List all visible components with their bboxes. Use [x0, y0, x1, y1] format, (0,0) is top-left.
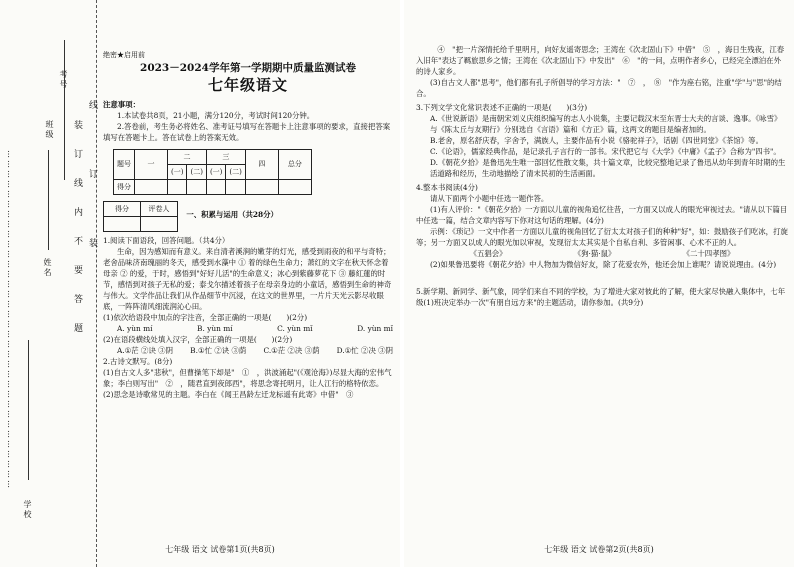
q3-option-a[interactable]: A.《世说新语》是南朝宋刘义庆组织编写的志人小说集，主要记载汉末至东晋士大夫的言谈、逸事。《咏雪》与《陈太丘与友期行》分别选自《言语》篇和《方正》篇，这两文的题目是编者加的。 — [430, 114, 782, 134]
score-sub: (二) — [187, 165, 206, 180]
q2-cont-1: ④ "把一片深情托给千里明月，向好友遥寄思念；王湾在《次北固山下》中借" ⑤ ，海日生残夜，江春入旧年"表达了羁旅思乡之情；王湾在《次北固山下》中发出" ⑥ "的一问，点明作者乡心，已经完全漂泊在外的诗人家乡。 — [416, 45, 785, 76]
score-cell[interactable] — [187, 180, 206, 195]
q1-1-options — [103, 323, 393, 334]
score-row-label: 得分 — [114, 180, 135, 195]
class-label: 班级 — [45, 120, 54, 140]
q3-option-b[interactable]: B.老舍，原名舒庆春，字舍予，满族人，主要作品有小说《骆驼祥子》，话剧《四世同堂》《茶馆》等。 — [430, 136, 763, 145]
option-b[interactable]: B.①忙 ②诀 ③荫 — [190, 346, 247, 355]
score-header-2: 二 — [168, 150, 207, 165]
book-title: 《狗·猫·鼠》 — [573, 249, 616, 258]
option-c[interactable]: C.①茫 ②决 ③荫 — [263, 346, 320, 355]
score-header-total: 总分 — [278, 150, 311, 180]
name-underline — [48, 150, 49, 250]
binding-margin — [0, 0, 97, 567]
exam-title: 2023－2024学年第一学期期中质量监测试卷 — [140, 62, 356, 74]
score-cell[interactable] — [206, 180, 225, 195]
q4-1: (1)有人评价："《朝花夕拾》一方面以儿童的视角追忆往昔，一方面又以成人的眼光审视过去。"请从以下篇目中任选一篇，结合文章内容写下你对这句话的理解。(4分) — [416, 205, 788, 225]
note-2: 2.答卷前，考生务必将姓名、准考证号填写在答题卡上注意事项的要求，直接把答案填写在答题卡上。答在试卷上的答案无效。 — [103, 122, 391, 142]
q4-book-list — [416, 248, 788, 259]
score-cell[interactable] — [226, 180, 245, 195]
book-title: 《五猖会》 — [469, 249, 507, 258]
score-header-qno: 题号 — [114, 150, 135, 180]
score-sub: (一) — [168, 165, 187, 180]
score-sub: (一) — [206, 165, 225, 180]
q4-example: 示例：《琐记》一文中作者一方面以儿童的视角回忆了衍太太对孩子们的种种"好"，如：鼓励孩子们吃冰，打旋等；另一方面又以成人的眼光加以审视，发现衍太太其实是个自私自利、多管闲事、心术不正的人。 — [416, 227, 788, 247]
grader-table — [103, 201, 178, 232]
q2-2: (2)思念是诗歌常见的主题。李白在《闻王昌龄左迁龙标遥有此寄》中借" ③ — [103, 390, 361, 399]
option-d[interactable]: D. yùn mǐ — [357, 324, 393, 333]
score-table — [113, 149, 312, 195]
book-title: 《二十四孝图》 — [682, 249, 735, 258]
q4-stem: 4.整本书阅读(4分) — [416, 183, 478, 192]
note-1: 1.本试卷共8页，21小题，满分120分，考试时间120分钟。 — [117, 111, 315, 120]
name-label: 姓名 — [43, 258, 52, 278]
score-header-4: 四 — [245, 150, 278, 180]
q3-option-c[interactable]: C.《论语》，儒家经典作品，是记录孔子言行的一部书。宋代把它与《大学》《中庸》《孟子》合称为"四书"。 — [430, 147, 781, 156]
q1-2: (2)在语段横线处填入汉字，全部正确的一项是( )(2分) — [103, 335, 293, 344]
binding-vertical-line-text: ………………………………………………………………………………………… — [6, 150, 15, 490]
seal-words: 线订装 — [87, 100, 97, 307]
page1-footer: 七年级 语文 试卷第1页(共8页) — [165, 545, 275, 554]
score-cell[interactable] — [168, 180, 187, 195]
section1-header — [103, 201, 393, 232]
q3-option-d[interactable]: D.《朝花夕拾》是鲁迅先生唯一部回忆性散文集，共十篇文章，比较完整地记录了鲁迅从幼年到青年时期的生活道路和经历，生动地描绘了清末民初的生活画面。 — [430, 158, 786, 178]
notes-title: 注意事项： — [103, 100, 140, 109]
page1-content — [103, 50, 393, 400]
grader-cell[interactable] — [141, 217, 178, 232]
score-header-1: 一 — [135, 150, 168, 180]
exam-no-label: 考号 — [59, 70, 68, 90]
score-sub: (二) — [226, 165, 245, 180]
section1-title: 一、积累与运用（共28分） — [186, 210, 278, 219]
score-header-3: 三 — [206, 150, 245, 165]
subject-title: 七年级语文 — [207, 76, 288, 94]
q2-1: (1)自古文人多"悲秋"，但曹操笔下却是" ① ，洪波涌起"(《观沧海》)尽显大海的宏伟气象；李白则写出" ② ，随君直到夜郎西"，将思念寄托明月，让人江行的格特依恋。 — [103, 368, 392, 388]
q5: 5.新学期、新同学、新气象，同学们来自不同的学校，为了增进大家对彼此的了解，使大家尽快融入集体中，七年级(1)班决定举办一次"有朋自远方来"的主题活动，请你参加。(共9分) — [416, 287, 786, 307]
q3-stem: 3.下列文学文化常识表述不正确的一项是( )(3分) — [416, 103, 588, 112]
q2-stem: 2.古诗文默写。(8分) — [103, 357, 173, 366]
page2-footer: 七年级 语文 试卷第2页(共8页) — [544, 545, 654, 554]
grader-cell[interactable] — [104, 217, 141, 232]
option-c[interactable]: C. yùn mǐ — [277, 324, 313, 333]
school-underline — [28, 340, 29, 480]
option-b[interactable]: B. yùn mí — [197, 324, 233, 333]
grader-label: 评卷人 — [141, 202, 178, 217]
grader-score-label: 得分 — [104, 202, 141, 217]
q1-stem: 1.阅读下面语段，回答问题。（共4分） — [103, 236, 230, 245]
exam-page-2 — [404, 0, 794, 567]
page2-content — [416, 44, 788, 308]
q2-cont-2: (3)自古文人都"思考"，他们都有孔子所倡导的学习方法：" ⑦ ， ⑧ "作为座右铭，注重"学"与"思"的结合。 — [416, 78, 782, 98]
seal-line-note: 装订线内不要答题 — [72, 120, 82, 352]
score-cell[interactable] — [278, 180, 311, 195]
exam-no-underline — [64, 40, 65, 180]
school-label: 学校 — [23, 500, 32, 520]
option-d[interactable]: D.①忙 ②决 ③阴 — [336, 346, 393, 355]
score-cell[interactable] — [245, 180, 278, 195]
q1-1: (1)依次给语段中加点的字注音，全部正确的一项是( )(2分) — [103, 313, 308, 322]
secret-label: 绝密★启用前 — [103, 51, 145, 59]
q1-passage: 生命，因为感知而有意义。来自清者溪涧的嫩芽的灯光，感受到雨夜的和平与奇特；老舍品味济南瑰丽的冬天，感受到水藻中 ① 着的绿色生命力；萧红的文字在秋天怀念着母亲 ② 的爱，于时，感悟到"好好儿活"的生命意义；冰心到紫藤萝花下 ③ 藤紅蓮的时节，感悟到对孩子无私的爱；泰戈尔描述着孩子在母亲身边的小童话，感悟到生命的神奇与伟大。文学作品让我们从作品细节中沉浸，在这文的世界里，一片片天光云影尽收眼底，一阵阵清风细流润沁心田。 — [103, 247, 392, 311]
q4-2: (2)如果鲁迅要将《朝花夕拾》中人物加为微信好友，除了花爱农外，他还会加上谁呢？请说说理由。(4分) — [430, 260, 777, 269]
option-a[interactable]: A. yùn mí — [117, 324, 153, 333]
score-cell[interactable] — [135, 180, 168, 195]
q1-2-options — [103, 345, 393, 356]
option-a[interactable]: A.①茫 ②诀 ③阴 — [117, 346, 173, 355]
q4-intro: 请从下面两个小题中任选一题作答。 — [430, 194, 549, 203]
